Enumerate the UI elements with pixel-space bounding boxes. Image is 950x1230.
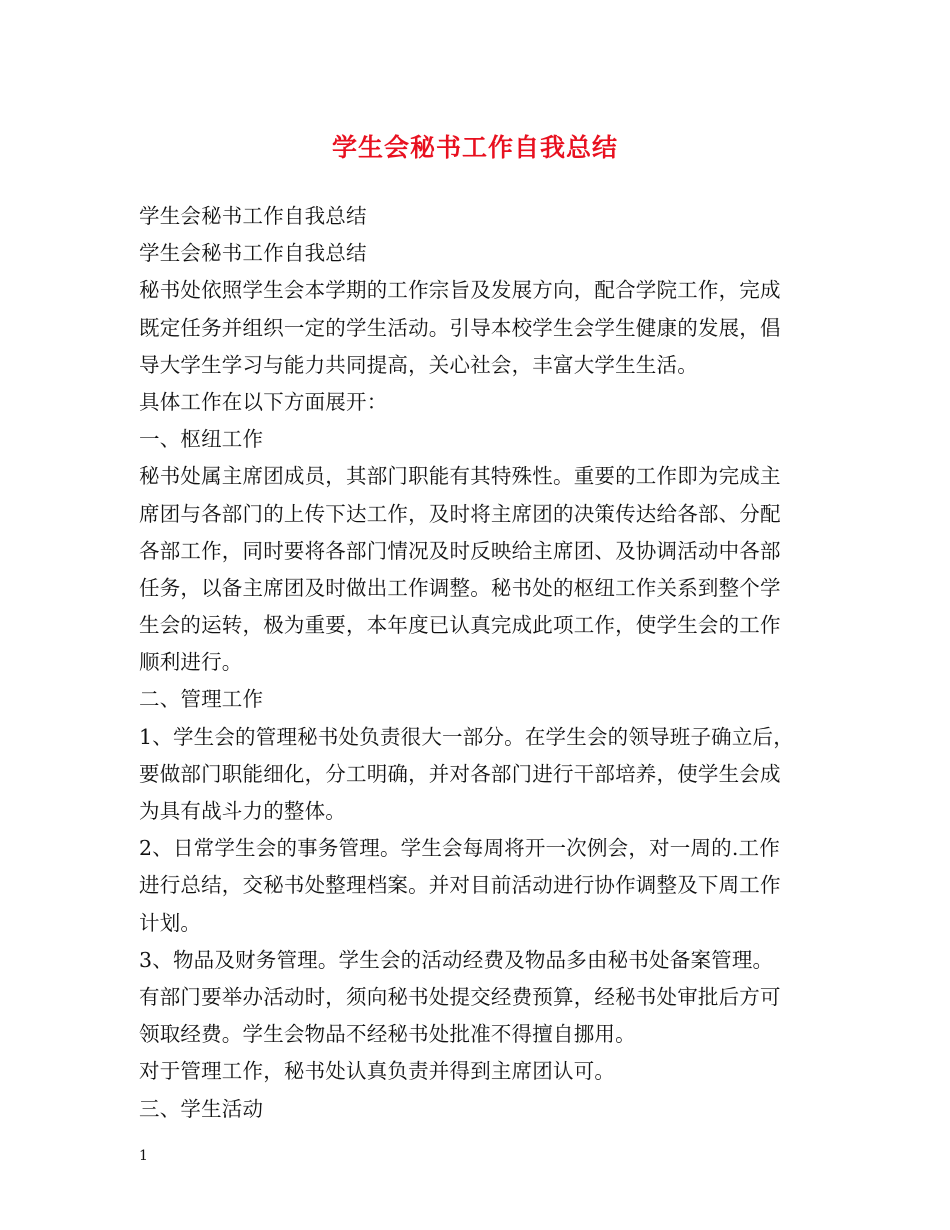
text-line: 领取经费。学生会物品不经秘书处批准不得擅自挪用。 [139,1022,636,1047]
text-line: 顺利进行。 [139,650,243,675]
section-heading: 二、管理工作 [139,687,264,712]
text-line: 进行总结，交秘书处整理档案。并对目前活动进行协作调整及下周工作 [139,873,781,898]
text-line: 学生会秘书工作自我总结 [139,241,367,266]
text-line: 秘书处依照学生会本学期的工作宗旨及发展方向，配合学院工作，完成 [139,278,781,303]
document-title: 学生会秘书工作自我总结 [331,133,618,162]
text-line: 秘书处属主席团成员，其部门职能有其特殊性。重要的工作即为完成主 [139,464,781,489]
document-body [139,198,819,1128]
section-heading: 三、学生活动 [139,1096,264,1121]
text-line: 1、学生会的管理秘书处负责很大一部分。在学生会的领导班子确立后， [139,724,794,749]
section-heading: 一、枢纽工作 [139,427,264,452]
text-line: 任务，以备主席团及时做出工作调整。秘书处的枢纽工作关系到整个学 [139,575,781,600]
text-line: 席团与各部门的上传下达工作，及时将主席团的决策传达给各部、分配 [139,501,781,526]
page-number: 1 [139,1148,148,1164]
text-line: 既定任务并组织一定的学生活动。引导本校学生会学生健康的发展，倡 [139,315,781,340]
text-line: 2、日常学生会的事务管理。学生会每周将开一次例会，对一周的.工作 [139,836,780,861]
text-line: 具体工作在以下方面展开： [139,389,388,414]
text-line: 3、物品及财务管理。学生会的活动经费及物品多由秘书处备案管理。 [139,947,774,972]
text-line: 有部门要举办活动时，须向秘书处提交经费预算，经秘书处审批后方可 [139,984,781,1009]
text-line: 对于管理工作，秘书处认真负责并得到主席团认可。 [139,1059,616,1084]
text-line: 导大学生学习与能力共同提高，关心社会，丰富大学生生活。 [139,352,698,377]
text-line: 要做部门职能细化，分工明确，并对各部门进行干部培养，使学生会成 [139,761,781,786]
text-line: 各部工作，同时要将各部门情况及时反映给主席团、及协调活动中各部 [139,538,781,563]
text-line: 生会的运转，极为重要，本年度已认真完成此项工作，使学生会的工作 [139,613,781,638]
text-line: 计划。 [139,910,202,935]
text-line: 学生会秘书工作自我总结 [139,204,367,228]
text-line: 为具有战斗力的整体。 [139,799,346,823]
